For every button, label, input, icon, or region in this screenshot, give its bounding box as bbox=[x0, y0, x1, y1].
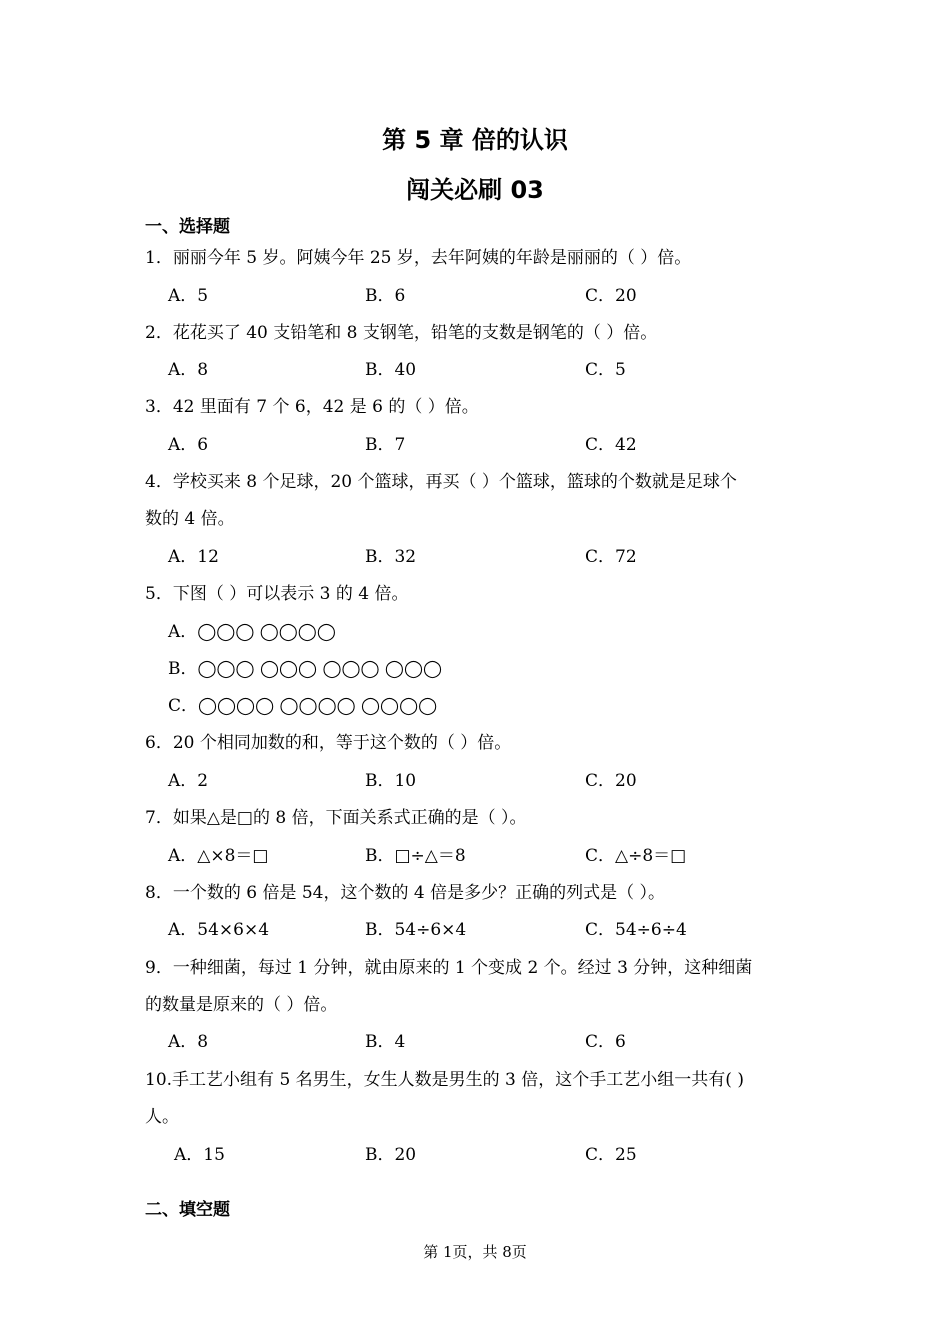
option-c: C．△÷8＝□ bbox=[585, 846, 687, 866]
option-a: A．6 bbox=[168, 435, 209, 455]
question-10-continuation: 人。 bbox=[145, 1107, 179, 1127]
option-b: B．10 bbox=[365, 771, 417, 791]
page-footer: 第 1页，共 8页 bbox=[423, 1243, 527, 1261]
page-subtitle: 闯关必刷 03 bbox=[406, 176, 544, 204]
section-heading-fill: 二、填空题 bbox=[145, 1200, 230, 1220]
option-c: C．20 bbox=[585, 286, 637, 306]
question-5: 5．下图（ ）可以表示 3 的 4 倍。 bbox=[145, 584, 409, 604]
question-8: 8．一个数的 6 倍是 54，这个数的 4 倍是多少？正确的列式是（ ）。 bbox=[145, 883, 666, 903]
option-a: A．8 bbox=[168, 360, 209, 380]
option-b: B．6 bbox=[365, 286, 406, 306]
option-c: C．◯◯◯◯ ◯◯◯◯ ◯◯◯◯ bbox=[168, 696, 438, 716]
question-10: 10.手工艺小组有 5 名男生，女生人数是男生的 3 倍，这个手工艺小组一共有( ) bbox=[145, 1070, 744, 1090]
option-b: B．54÷6×4 bbox=[365, 920, 467, 940]
question-1: 1．丽丽今年 5 岁。阿姨今年 25 岁，去年阿姨的年龄是丽丽的（ ）倍。 bbox=[145, 248, 692, 268]
option-b: B．□÷△＝8 bbox=[365, 846, 466, 866]
option-c: C．20 bbox=[585, 771, 637, 791]
option-b: B．7 bbox=[365, 435, 406, 455]
option-a: A．15 bbox=[174, 1145, 225, 1165]
option-a: A．8 bbox=[168, 1032, 209, 1052]
question-7: 7．如果△是□的 8 倍，下面关系式正确的是（ ）。 bbox=[145, 808, 527, 828]
question-4: 4．学校买来 8 个足球，20 个篮球，再买（ ）个篮球，篮球的个数就是足球个 bbox=[145, 472, 737, 492]
question-6: 6．20 个相同加数的和，等于这个数的（ ）倍。 bbox=[145, 733, 512, 753]
chapter-title: 第 5 章 倍的认识 bbox=[382, 126, 568, 154]
option-c: C．6 bbox=[585, 1032, 626, 1052]
question-9: 9．一种细菌，每过 1 分钟，就由原来的 1 个变成 2 个。经过 3 分钟，这种细菌 bbox=[145, 958, 753, 978]
option-c: C．42 bbox=[585, 435, 637, 455]
question-3: 3．42 里面有 7 个 6，42 是 6 的（ ）倍。 bbox=[145, 397, 479, 417]
option-b: B．32 bbox=[365, 547, 417, 567]
option-c: C．54÷6÷4 bbox=[585, 920, 687, 940]
option-a: A．12 bbox=[168, 547, 219, 567]
option-c: C．72 bbox=[585, 547, 637, 567]
question-2: 2．花花买了 40 支铅笔和 8 支钢笔，铅笔的支数是钢笔的（ ）倍。 bbox=[145, 323, 658, 343]
option-b: B．20 bbox=[365, 1145, 417, 1165]
option-a: A．54×6×4 bbox=[168, 920, 270, 940]
option-a: A．2 bbox=[168, 771, 209, 791]
option-c: C．5 bbox=[585, 360, 626, 380]
option-c: C．25 bbox=[585, 1145, 637, 1165]
option-b: B．◯◯◯ ◯◯◯ ◯◯◯ ◯◯◯ bbox=[168, 659, 443, 679]
option-a: A．5 bbox=[168, 286, 209, 306]
section-heading-choice: 一、选择题 bbox=[145, 217, 230, 237]
question-4-continuation: 数的 4 倍。 bbox=[145, 509, 235, 529]
question-9-continuation: 的数量是原来的（ ）倍。 bbox=[145, 995, 338, 1015]
option-b: B．4 bbox=[365, 1032, 406, 1052]
option-b: B．40 bbox=[365, 360, 417, 380]
option-a: A．△×8＝□ bbox=[168, 846, 269, 866]
option-a: A．◯◯◯ ◯◯◯◯ bbox=[168, 622, 336, 642]
